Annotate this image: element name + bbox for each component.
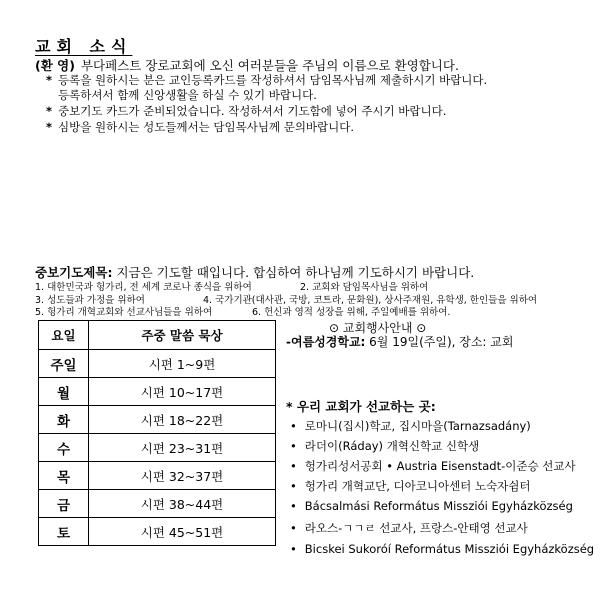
prayer-item: 3. 성도들과 가정을 위하여 (35, 295, 145, 306)
prayer-item: 4. 국가기관(대사관, 국방, 코트라, 문화원), 상사주재원, 유학생, 한인들을 위하여 (203, 295, 538, 306)
passage-cell: 시편 45~51편 (89, 518, 276, 546)
mission-item (290, 478, 531, 494)
day-cell: 화 (39, 406, 89, 434)
day-cell: 토 (39, 518, 89, 546)
mission-item (290, 458, 576, 474)
table-row (39, 378, 276, 406)
bullet-icon: • (290, 499, 297, 513)
table-row (39, 490, 276, 518)
notice-star: * (46, 73, 53, 87)
passage-cell: 시편 32~37편 (89, 462, 276, 490)
prayer-item: 5. 헝가리 개혁교회와 선교사님들을 위하여 (35, 307, 213, 318)
notice-item (46, 103, 446, 119)
passage-cell: 시편 18~22편 (89, 406, 276, 434)
day-cell: 목 (39, 462, 89, 490)
mission-text: Bácsalmási Református Missziói Egyházközség (304, 499, 573, 513)
mission-text: 로마니(집시)학교, 집시마을(Tarnazsadány) (304, 419, 531, 433)
header-day: 요일 (39, 321, 89, 350)
notice-text: 중보기도 카드가 준비되었습니다. 작성하셔서 기도함에 넣어 주시기 바랍니다. (58, 104, 447, 118)
day-cell: 주일 (39, 350, 89, 378)
mission-text: Bicskei Sukoróí Református Missziói Egyházközség (304, 542, 595, 556)
notice-text: 등록을 원하시는 분은 교인등록카드를 작성하셔서 담임목사님께 제출하시기 바랍니다. (58, 73, 488, 87)
bullet-icon: • (290, 521, 297, 535)
mission-item (290, 438, 479, 454)
notice-star: * (46, 120, 53, 134)
prayer-label: 중보기도제목: (35, 265, 113, 280)
welcome-label: (환 영) (35, 58, 75, 73)
prayer-item: 2. 교회와 담임목사님을 위하여 (300, 282, 429, 293)
notice-item (46, 119, 354, 135)
table-header-row (39, 321, 276, 350)
day-cell: 월 (39, 378, 89, 406)
bullet-icon: • (290, 479, 297, 493)
prayer-item: 1. 대한민국과 헝가리, 전 세계 코로나 종식을 위하여 (35, 282, 252, 293)
mission-text: 라더이(Ráday) 개혁신학교 신학생 (304, 439, 480, 453)
table-row (39, 434, 276, 462)
passage-cell: 시편 10~17편 (89, 378, 276, 406)
mission-item (290, 499, 573, 513)
mission-item (290, 520, 528, 536)
bullet-icon: • (290, 439, 297, 453)
notice-text: 심방을 원하시는 성도들께서는 담임목사님께 문의바랍니다. (58, 120, 355, 134)
bullet-icon: • (290, 419, 297, 433)
header-passage: 주중 말씀 묵상 (89, 321, 276, 350)
welcome-text: 부다페스트 장로교회에 오신 여러분들을 주님의 이름으로 환영합니다. (80, 58, 459, 73)
prayer-item: 6. 헌신과 영적 성장을 위해, 주일예배를 위하여. (252, 307, 451, 318)
notice-item (58, 87, 317, 103)
bullet-icon: • (290, 459, 297, 473)
mission-item (290, 418, 531, 434)
notice-text: 등록하셔서 함께 신앙생활을 하실 수 있기 바랍니다. (58, 88, 317, 102)
day-cell: 수 (39, 434, 89, 462)
passage-cell: 시편 38~44편 (89, 490, 276, 518)
page-title: 교회 소식 (35, 37, 133, 56)
day-cell: 금 (39, 490, 89, 518)
passage-cell: 시편 23~31편 (89, 434, 276, 462)
mission-text: 헝가리 개혁교단, 디아코니아센터 노숙자쉼터 (304, 479, 531, 493)
event-heading: ⊙ 교회행사안내 ⊙ (329, 321, 427, 335)
mission-item (290, 542, 594, 556)
table-row (39, 518, 276, 546)
table-row (39, 462, 276, 490)
table-row (39, 350, 276, 378)
table-row (39, 406, 276, 434)
reading-table (38, 320, 276, 546)
notice-star: * (46, 104, 53, 118)
event-label: -여름성경학교: (286, 335, 366, 349)
prayer-text: 지금은 기도할 때입니다. 합심하여 하나님께 기도하시기 바랍니다. (116, 265, 475, 280)
notice-item (46, 72, 487, 88)
mission-heading: * 우리 교회가 선교하는 곳: (286, 399, 436, 414)
bullet-icon: • (290, 542, 297, 556)
mission-text: 라오스-ㄱㄱㄹ 선교사, 프랑스-안태영 선교사 (304, 521, 528, 535)
passage-cell: 시편 1~9편 (89, 350, 276, 378)
event-line (286, 333, 513, 350)
mission-text: 헝가리성서공회 • Austria Eisenstadt-이준승 선교사 (304, 459, 576, 473)
event-text: 6월 19일(주일), 장소: 교회 (369, 335, 514, 349)
